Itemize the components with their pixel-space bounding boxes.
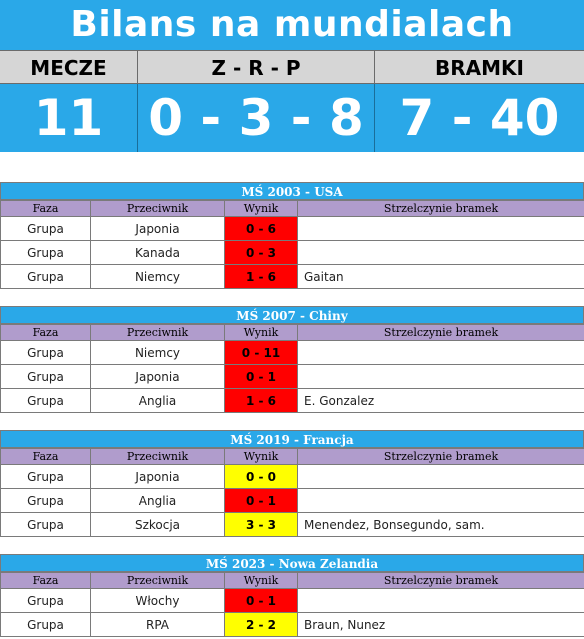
summary-title: Bilans na mundialach bbox=[0, 0, 584, 50]
opponent-cell: Japonia bbox=[91, 465, 225, 489]
column-header-row bbox=[1, 201, 584, 217]
summary-header-row bbox=[0, 50, 584, 84]
result-cell: 3 - 3 bbox=[225, 513, 298, 537]
summary-values-row bbox=[0, 84, 584, 152]
table-row bbox=[1, 489, 584, 513]
column-header-row bbox=[1, 573, 584, 589]
table-row bbox=[1, 389, 584, 413]
opponent-column-header: Przeciwnik bbox=[91, 201, 225, 217]
opponent-cell: Niemcy bbox=[91, 341, 225, 365]
phase-cell: Grupa bbox=[1, 265, 91, 289]
phase-column-header: Faza bbox=[1, 573, 91, 589]
wdl-header: Z - R - P bbox=[138, 50, 375, 84]
table-row bbox=[1, 365, 584, 389]
scorers-cell bbox=[298, 217, 584, 241]
summary-panel bbox=[0, 0, 584, 152]
opponent-cell: Japonia bbox=[91, 217, 225, 241]
scorers-cell: E. Gonzalez bbox=[298, 389, 584, 413]
opponent-column-header: Przeciwnik bbox=[91, 449, 225, 465]
result-cell: 0 - 6 bbox=[225, 217, 298, 241]
wdl-value: 0 - 3 - 8 bbox=[138, 84, 375, 152]
scorers-cell: Braun, Nunez bbox=[298, 613, 584, 637]
result-cell: 2 - 2 bbox=[225, 613, 298, 637]
table-row bbox=[1, 265, 584, 289]
table-row bbox=[1, 341, 584, 365]
tournament-title: MŚ 2003 - USA bbox=[0, 182, 584, 200]
goals-value: 7 - 40 bbox=[375, 84, 584, 152]
phase-column-header: Faza bbox=[1, 325, 91, 341]
result-cell: 0 - 1 bbox=[225, 489, 298, 513]
column-header-row bbox=[1, 449, 584, 465]
scorers-cell bbox=[298, 465, 584, 489]
phase-cell: Grupa bbox=[1, 365, 91, 389]
column-header-row bbox=[1, 325, 584, 341]
opponent-cell: Anglia bbox=[91, 489, 225, 513]
table-row bbox=[1, 513, 584, 537]
tournament-block bbox=[0, 430, 584, 537]
phase-cell: Grupa bbox=[1, 241, 91, 265]
scorers-column-header: Strzelczynie bramek bbox=[298, 449, 584, 465]
opponent-cell: Niemcy bbox=[91, 265, 225, 289]
phase-column-header: Faza bbox=[1, 449, 91, 465]
result-cell: 0 - 1 bbox=[225, 589, 298, 613]
tournament-block bbox=[0, 182, 584, 289]
goals-header: BRAMKI bbox=[375, 50, 584, 84]
games-table bbox=[0, 324, 584, 413]
scorers-cell bbox=[298, 589, 584, 613]
scorers-column-header: Strzelczynie bramek bbox=[298, 325, 584, 341]
matches-header: MECZE bbox=[0, 50, 138, 84]
phase-cell: Grupa bbox=[1, 217, 91, 241]
scorers-column-header: Strzelczynie bramek bbox=[298, 201, 584, 217]
tournament-title: MŚ 2023 - Nowa Zelandia bbox=[0, 554, 584, 572]
scorers-cell: Menendez, Bonsegundo, sam. bbox=[298, 513, 584, 537]
phase-cell: Grupa bbox=[1, 465, 91, 489]
result-column-header: Wynik bbox=[225, 201, 298, 217]
result-cell: 0 - 3 bbox=[225, 241, 298, 265]
tournament-title: MŚ 2007 - Chiny bbox=[0, 306, 584, 324]
phase-cell: Grupa bbox=[1, 613, 91, 637]
tournament-block bbox=[0, 554, 584, 637]
phase-cell: Grupa bbox=[1, 341, 91, 365]
table-row bbox=[1, 217, 584, 241]
result-cell: 0 - 0 bbox=[225, 465, 298, 489]
result-cell: 0 - 11 bbox=[225, 341, 298, 365]
scorers-cell bbox=[298, 341, 584, 365]
result-cell: 0 - 1 bbox=[225, 365, 298, 389]
tournament-title: MŚ 2019 - Francja bbox=[0, 430, 584, 448]
opponent-cell: RPA bbox=[91, 613, 225, 637]
table-row bbox=[1, 613, 584, 637]
table-row bbox=[1, 589, 584, 613]
phase-column-header: Faza bbox=[1, 201, 91, 217]
opponent-cell: Japonia bbox=[91, 365, 225, 389]
table-row bbox=[1, 241, 584, 265]
result-column-header: Wynik bbox=[225, 325, 298, 341]
scorers-cell bbox=[298, 489, 584, 513]
games-table bbox=[0, 200, 584, 289]
games-table bbox=[0, 572, 584, 637]
scorers-column-header: Strzelczynie bramek bbox=[298, 573, 584, 589]
phase-cell: Grupa bbox=[1, 489, 91, 513]
result-column-header: Wynik bbox=[225, 573, 298, 589]
result-column-header: Wynik bbox=[225, 449, 298, 465]
phase-cell: Grupa bbox=[1, 589, 91, 613]
scorers-cell bbox=[298, 365, 584, 389]
opponent-cell: Szkocja bbox=[91, 513, 225, 537]
scorers-cell: Gaitan bbox=[298, 265, 584, 289]
opponent-column-header: Przeciwnik bbox=[91, 325, 225, 341]
opponent-column-header: Przeciwnik bbox=[91, 573, 225, 589]
scorers-cell bbox=[298, 241, 584, 265]
opponent-cell: Anglia bbox=[91, 389, 225, 413]
opponent-cell: Kanada bbox=[91, 241, 225, 265]
games-table bbox=[0, 448, 584, 537]
result-cell: 1 - 6 bbox=[225, 389, 298, 413]
matches-value: 11 bbox=[0, 84, 138, 152]
phase-cell: Grupa bbox=[1, 513, 91, 537]
opponent-cell: Włochy bbox=[91, 589, 225, 613]
table-row bbox=[1, 465, 584, 489]
phase-cell: Grupa bbox=[1, 389, 91, 413]
tournament-block bbox=[0, 306, 584, 413]
result-cell: 1 - 6 bbox=[225, 265, 298, 289]
